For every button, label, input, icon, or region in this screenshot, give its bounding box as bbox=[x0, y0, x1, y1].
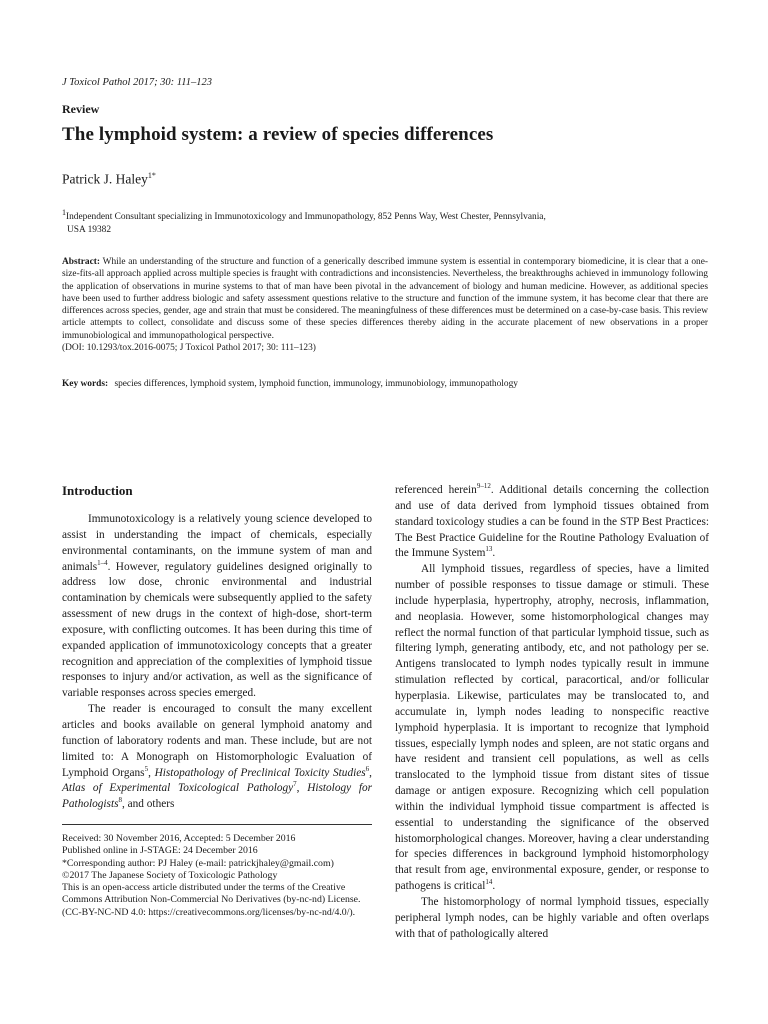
intro-paragraph-4: The histomorphology of normal lymphoid tissues, especially peripheral lymph nodes, can be highly variable and often overlaps with that of pathologically altered bbox=[395, 895, 709, 940]
copyright: ©2017 The Japanese Society of Toxicologic Pathology bbox=[62, 869, 278, 881]
abstract-text: While an understanding of the structure and function of a generically described immune system is essential in contemporary biomedicine, it is clear that a one-size-fits-all approach applied across multiple species is fraught with contradictions and inconsistencies. Nevertheless, the breakthroughs achieved in immunology following the application of observations in murine systems to that of man have been pivotal in the advancement of biology and human medicine. However, as additional species have been used to further address biologic and safety assessment questions relative to the structure and function of the immune system, it has become clear that there are differences across species, gender, age and strain that must be considered. The meaningfulness of these differences must be determined on a case-by-case basis. This review article attempts to collect, consolidate and discuss some of these species differences thereby aiding in the accurate placement of new observations in a proper immunobiological and immunopathological perspective. bbox=[62, 257, 708, 341]
citation: 5 bbox=[144, 764, 149, 773]
keywords-label: Key words: bbox=[62, 379, 109, 389]
affiliation-line-1: Independent Consultant specializing in Immunotoxicology and Immunopathology, 852 Penns Way, West Chester, Pennsylvania, bbox=[66, 212, 546, 223]
footnote-divider bbox=[62, 824, 372, 825]
abstract-doi: (DOI: 10.1293/tox.2016-0075; J Toxicol Pathol 2017; 30: 111–123) bbox=[62, 343, 316, 354]
abstract-label: Abstract: bbox=[62, 257, 101, 267]
article-type: Review bbox=[62, 102, 100, 116]
received-dates: Received: 30 November 2016, Accepted: 5 December 2016 bbox=[62, 833, 296, 844]
article-title: The lymphoid system: a review of species differences bbox=[62, 124, 494, 145]
keywords bbox=[62, 379, 708, 389]
citation: 6 bbox=[365, 764, 370, 773]
citation: 7 bbox=[293, 780, 297, 789]
book-title: Atlas of Experimental Toxicological Pathology bbox=[62, 782, 294, 795]
author bbox=[62, 171, 156, 188]
book-title: Histology for Pathologists bbox=[62, 782, 373, 811]
affiliation-mark: 1 bbox=[62, 208, 66, 217]
citation: 8 bbox=[118, 796, 122, 805]
published-date: Published online in J-STAGE: 24 December 2016 bbox=[62, 845, 258, 857]
left-column bbox=[62, 512, 372, 813]
affiliation-line-2: USA 19382 bbox=[67, 224, 112, 235]
abstract bbox=[62, 256, 708, 354]
right-column bbox=[395, 483, 709, 942]
intro-paragraph-2-cont: referenced herein$^{9-12}$. Additional details concerning the collection and use of data derived from lymphoid tissues obtained from standard toxicology studies a can be found in the STP Best Practices: The Best Practice Guideline for the Routine Pathology Evaluation of the Immune System$^{13}$. bbox=[395, 482, 709, 560]
citation: 1–4 bbox=[97, 558, 108, 567]
license-text: This is an open-access article distributed under the terms of the Creative Commons Attribution Non-Commercial No Derivatives (by-nc-nd) License. (CC-BY-NC-ND 4.0: https://creativecommons.org/licenses/by-nc-nd/4.0/). bbox=[62, 882, 361, 918]
book-title: Histopathology of Preclinical Toxicity Studies bbox=[154, 766, 366, 779]
citation: 13 bbox=[485, 545, 493, 554]
journal-reference: J Toxicol Pathol 2017; 30: 111–123 bbox=[62, 77, 212, 88]
citation: 9–12 bbox=[476, 482, 491, 491]
affiliation bbox=[62, 207, 662, 236]
intro-paragraph-3: All lymphoid tissues, regardless of species, have a limited number of possible responses to tissue damage or stimuli. These include hyperplasia, hypertrophy, atrophy, necrosis, inflammation, and neoplasia. However, some histomorphological changes may reflect the normal function of that particular lymphoid tissue, such as filtering lymph, generating antibody, etc, and not pathology per se. Antigens translocated to lymph nodes typically result in immune stimulation reflected by cortical, paracortical, and/or follicular hyperplasia. Likewise, particulates may be translocated to, and accumulate in, lymph nodes leading to nonspecific reactive lymphoid hyperplasia. It is important to recognize that lymphoid tissues, especially lymph nodes and spleen, are not static organs and have resident and transient cell populations, as well as cells translocated to the lymphoid tissue from distant sites of tissue damage or antigen exposure. Recognizing which cell population within the individual lymphoid tissue compartment is affected is essential to understanding the significance of the observed histomorphological changes. Moreover, having a clear understanding for species differences in background lymphoid histomorphology that result from age, environmental exposure, gender, or response to pathogens is critical$^{14}$. bbox=[395, 563, 709, 893]
keywords-text: species differences, lymphoid system, lymphoid function, immunology, immunobiology, immunopathology bbox=[114, 379, 518, 389]
intro-paragraph-1: Immunotoxicology is a relatively young science developed to assist in understanding the impact of chemicals, especially environmental contaminants, on the immune system of man and animals$^{1-4}$. However, regulatory guidelines designed originally to address low dose, chronic environmental and industrial contamination by chemicals were subsequently applied to the safety assessment of new drugs in the context of high-dose, short-term exposure, with conflicting outcomes. It has been during this time of expanded application of immunotoxicology concepts that a greater recognition and appreciation of the complexities of lymphoid tissue responses to injury and/or activation, as well as the significance of variable responses across species emerged. bbox=[62, 513, 372, 700]
section-heading-introduction: Introduction bbox=[62, 483, 133, 498]
intro-paragraph-2: The reader is encouraged to consult the many excellent articles and books available on general lymphoid anatomy and function of laboratory rodents and man. These include, but are not limited to: A Monograph on Histomorphologic Evaluation of Lymphoid Organs$^5$, Histopathology of Preclinical Toxicity Studies$^6$, Atlas of Experimental Toxicological Pathology$^7$, Histology for Pathologists$^8$, and others bbox=[62, 703, 373, 811]
author-name: Patrick J. Haley bbox=[62, 171, 148, 187]
citation: 14 bbox=[485, 878, 493, 887]
footnotes bbox=[62, 833, 372, 919]
author-affiliation-mark: 1* bbox=[147, 171, 156, 180]
corresponding-author: *Corresponding author: PJ Haley (e-mail: patrickjhaley@gmail.com) bbox=[62, 857, 334, 869]
